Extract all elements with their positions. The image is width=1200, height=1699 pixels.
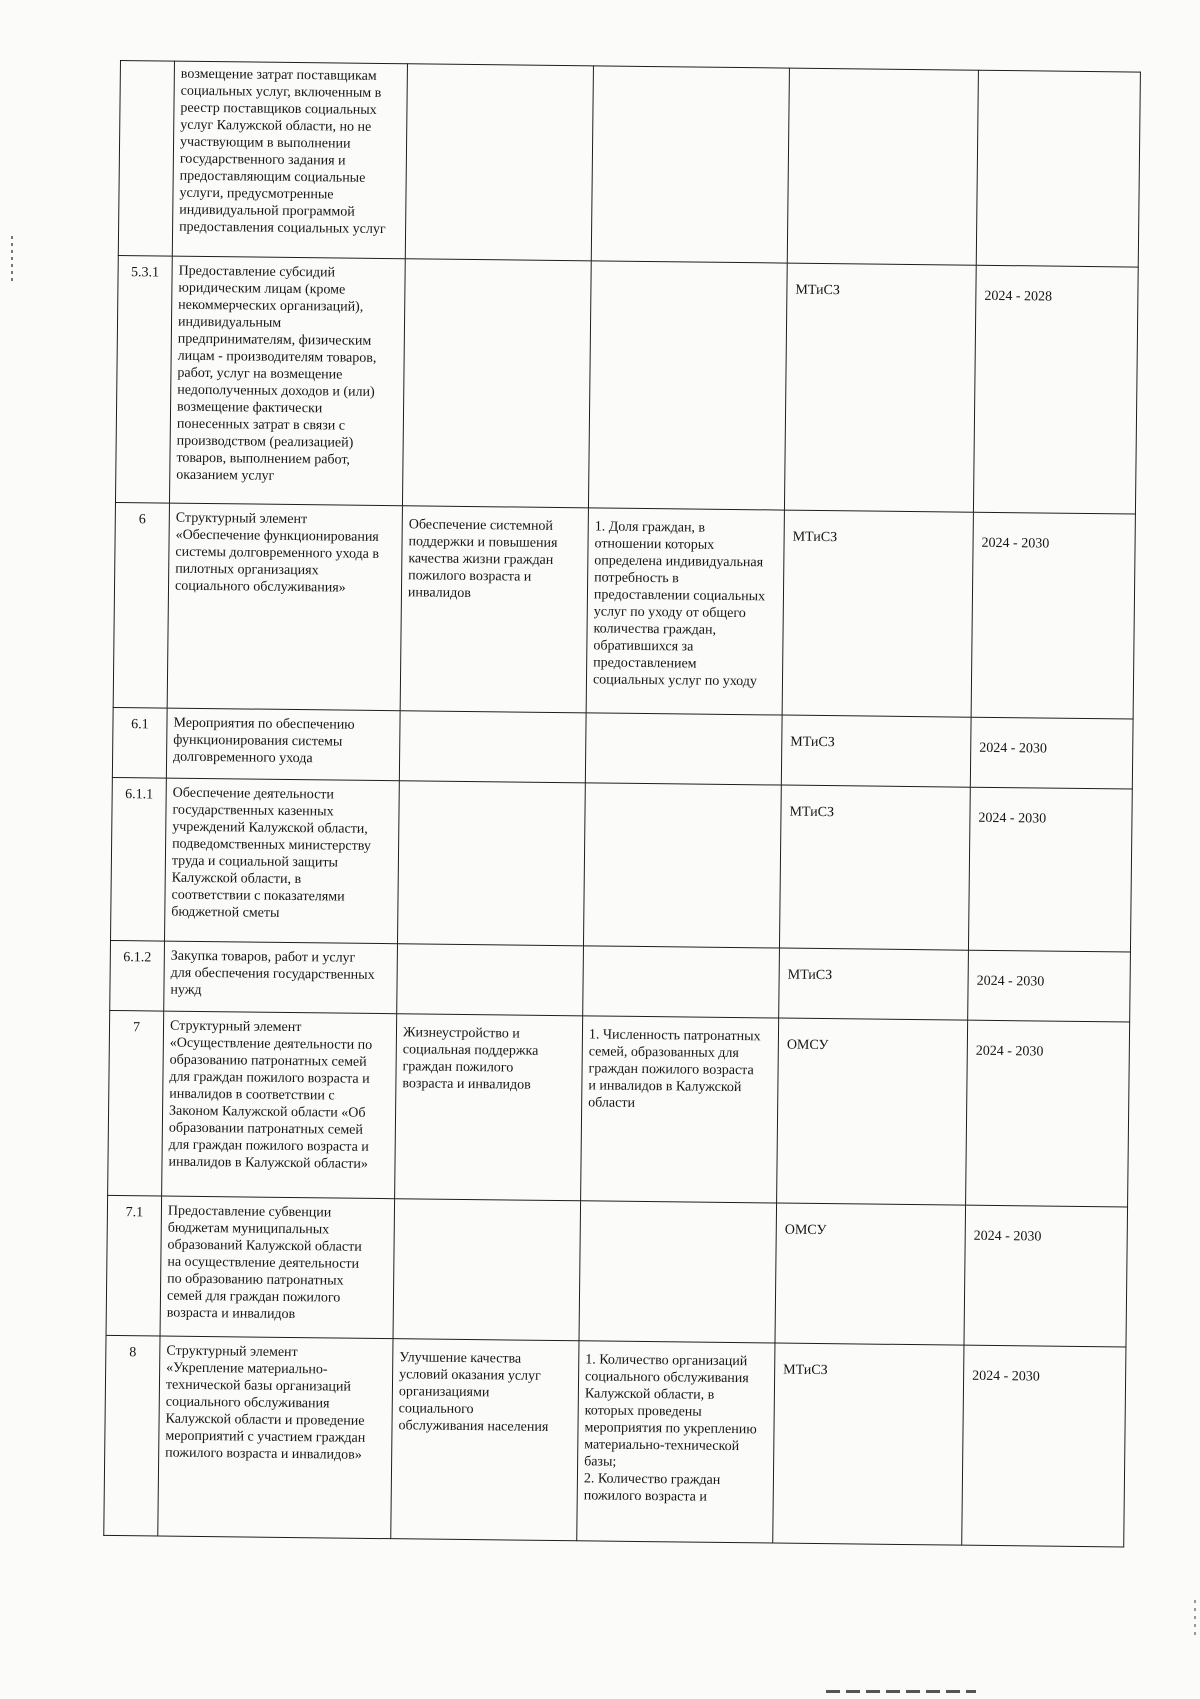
measure-name: Структурный элемент «Осуществление деятельности по образованию патронатных семей для граждан пожилого возраста и инвалидов в соответствии с Законом Калужской области «Об образовании патронатных семей для граждан пожилого возраста и инвалидов в Калужской области» bbox=[162, 1011, 397, 1199]
indicator-cell: 1. Доля граждан, в отношении которых определена индивидуальная потребность в предоставлении социальных услуг по уходу от общего количества граждан, обратившихся за предоставлением социальных услуг по уходу bbox=[586, 508, 784, 715]
program-measures-table bbox=[103, 60, 1141, 1547]
table-row bbox=[106, 1195, 1128, 1347]
period-cell: 2024 - 2030 bbox=[964, 1205, 1128, 1347]
executor-cell: МТиСЗ bbox=[784, 263, 976, 512]
indicator-cell: 1. Численность патронатных семей, образованных для граждан пожилого возраста и инвалидов в Калужской области bbox=[581, 1016, 779, 1203]
executor-cell: ОМСУ bbox=[775, 1203, 966, 1345]
measure-name: возмещение затрат поставщикам социальных услуг, включенным в реестр поставщиков социальных услуг Калужской области, но не участвующим в выполнении государственного задания и предоставляющим социальные услуги, предусмотренные индивидуальной программой предоставления социальных услуг bbox=[172, 61, 407, 259]
row-number: 6.1.1 bbox=[111, 777, 167, 941]
indicator-cell bbox=[583, 946, 780, 1018]
table-row bbox=[115, 255, 1138, 514]
task-cell: Обеспечение системной поддержки и повышения качества жизни граждан пожилого возраста и инвалидов bbox=[400, 506, 588, 713]
table-row bbox=[118, 61, 1140, 268]
table-row bbox=[108, 1010, 1130, 1207]
row-number: 7.1 bbox=[106, 1195, 162, 1336]
row-number: 5.3.1 bbox=[115, 255, 172, 503]
row-number: 6.1 bbox=[112, 707, 167, 778]
task-cell bbox=[397, 944, 584, 1016]
executor-cell: МТиСЗ bbox=[773, 1343, 964, 1545]
indicator-cell bbox=[585, 713, 782, 785]
executor-cell: МТиСЗ bbox=[781, 715, 971, 787]
executor-cell: МТиСЗ bbox=[782, 510, 973, 717]
row-number: 6.1.2 bbox=[110, 940, 165, 1011]
row-number bbox=[118, 61, 174, 257]
table-row bbox=[110, 940, 1131, 1022]
scan-artifact-left bbox=[11, 236, 13, 284]
task-cell bbox=[397, 781, 585, 946]
table-row bbox=[113, 502, 1135, 719]
period-cell: 2024 - 2030 bbox=[971, 512, 1135, 719]
measure-name: Мероприятия по обеспечению функционирования системы долговременного ухода bbox=[166, 708, 400, 781]
executor-cell: ОМСУ bbox=[777, 1018, 968, 1205]
period-cell: 2024 - 2030 bbox=[966, 1020, 1130, 1207]
task-cell bbox=[393, 1199, 581, 1341]
measure-name: Предоставление субсидий юридическим лицам (кроме некоммерческих организаций), индивидуальным предпринимателям, физическим лицам - производителям товаров, работ, услуг на возмещение недополученных доходов и (или) возмещение фактически понесенных затрат в связи с производством (реализацией) товаров, выполнением работ, оказанием услуг bbox=[169, 256, 405, 506]
row-number: 6 bbox=[113, 502, 169, 708]
executor-cell: МТиСЗ bbox=[779, 948, 969, 1020]
measure-name: Закупка товаров, работ и услуг для обеспечения государственных нужд bbox=[164, 941, 398, 1014]
scan-artifact-bottom bbox=[826, 1690, 976, 1693]
indicator-cell bbox=[583, 783, 781, 948]
period-cell: 2024 - 2028 bbox=[973, 265, 1138, 514]
task-cell bbox=[405, 64, 593, 261]
executor-cell bbox=[787, 68, 978, 265]
indicator-cell bbox=[591, 66, 789, 263]
measure-name: Предоставление субвенции бюджетам муниципальных образований Калужской области на осуществление деятельности по образованию патронатных семей для граждан пожилого возраста и инвалидов bbox=[160, 1196, 395, 1339]
row-number: 8 bbox=[104, 1335, 160, 1536]
task-cell bbox=[399, 711, 586, 783]
executor-cell: МТиСЗ bbox=[779, 785, 970, 950]
table-row bbox=[104, 1335, 1126, 1547]
table-row bbox=[111, 777, 1133, 952]
period-cell: 2024 - 2030 bbox=[970, 717, 1133, 789]
scan-artifact-right bbox=[1194, 1600, 1196, 1640]
measure-name: Обеспечение деятельности государственных казенных учреждений Калужской области, подведомственных министерству труда и социальной защиты Калужской области, в соответствии с показателями бюджетной сметы bbox=[165, 778, 400, 944]
period-cell: 2024 - 2030 bbox=[962, 1345, 1126, 1547]
period-cell bbox=[976, 70, 1140, 267]
table-row bbox=[112, 707, 1133, 789]
measure-name: Структурный элемент «Укрепление материально- технической базы организаций социального обслуживания Калужской области и проведение мероприятий с участием граждан пожилого возраста и инвалидов» bbox=[158, 1336, 393, 1539]
period-cell: 2024 - 2030 bbox=[968, 787, 1132, 952]
indicator-cell bbox=[588, 261, 787, 510]
task-cell: Жизнеустройство и социальная поддержка граждан пожилого возраста и инвалидов bbox=[395, 1014, 583, 1201]
row-number: 7 bbox=[108, 1010, 164, 1196]
period-cell: 2024 - 2030 bbox=[968, 950, 1131, 1022]
measure-name: Структурный элемент «Обеспечение функционирования системы долговременного ухода в пилотных организациях социального обслуживания» bbox=[167, 503, 402, 711]
task-cell: Улучшение качества условий оказания услуг организациями социального обслуживания населения bbox=[391, 1339, 579, 1541]
indicator-cell bbox=[579, 1201, 777, 1343]
task-cell bbox=[402, 259, 591, 508]
indicator-cell: 1. Количество организаций социального обслуживания Калужской области, в которых проведены мероприятия по укреплению материально-технической базы; 2. Количество граждан пожилого возраста и bbox=[577, 1341, 775, 1543]
